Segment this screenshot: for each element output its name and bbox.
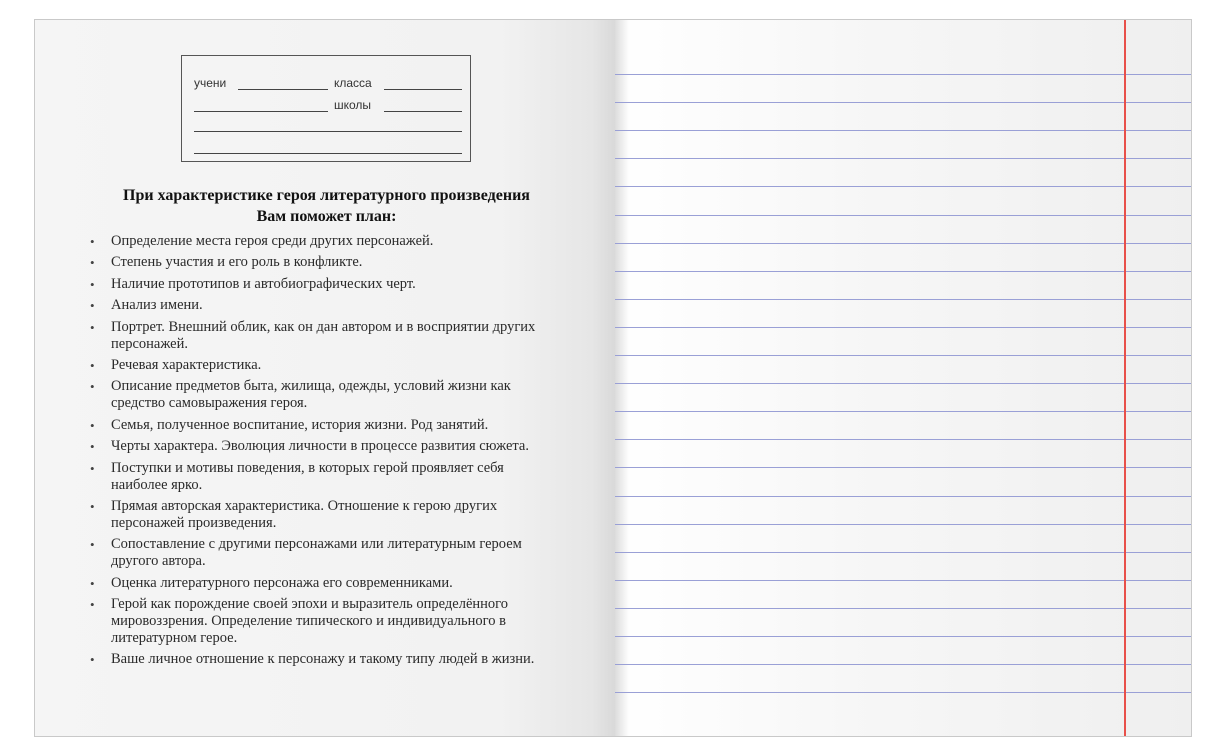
ruled-line: [615, 411, 1191, 412]
plan-heading-line1: При характеристике героя литературного произведения: [123, 187, 530, 204]
blank-row-2: [194, 140, 460, 156]
ruled-line: [615, 636, 1191, 637]
ruled-line: [615, 243, 1191, 244]
plan-item: • Сопоставление с другими персонажами или литературным героем другого автора.: [90, 536, 560, 570]
ruled-line: [615, 215, 1191, 216]
blank-row-1: [194, 118, 460, 134]
ruled-line: [615, 130, 1191, 131]
ruled-line: [615, 524, 1191, 525]
ruled-line: [615, 271, 1191, 272]
ruled-line: [615, 580, 1191, 581]
school-label: школы: [334, 98, 372, 112]
plan-item: • Поступки и мотивы поведения, в которых герой проявляет себя наиболее ярко.: [90, 460, 560, 494]
ruled-line: [615, 299, 1191, 300]
plan-item: • Анализ имени.: [90, 297, 560, 314]
ruled-line: [615, 158, 1191, 159]
student-label: учени: [194, 76, 227, 90]
plan-item: • Герой как порождение своей эпохи и выразитель определённого мировоззрения. Определение типического и индивидуального в литературном герое.: [90, 596, 560, 647]
ruled-line: [615, 186, 1191, 187]
school-row: [194, 98, 460, 114]
ruled-line: [615, 327, 1191, 328]
student-info-box: [181, 55, 471, 162]
class-label: класса: [334, 76, 372, 90]
blank-line-1[interactable]: [194, 131, 462, 132]
left-page: [35, 20, 615, 736]
plan-heading-line2: Вам поможет план:: [256, 208, 397, 225]
student-name-line[interactable]: [238, 89, 328, 90]
plan-heading: [65, 185, 588, 227]
plan-item: • Определение места героя среди других персонажей.: [90, 233, 560, 250]
ruled-line: [615, 608, 1191, 609]
ruled-line: [615, 102, 1191, 103]
ruled-line: [615, 664, 1191, 665]
ruled-line: [615, 692, 1191, 693]
plan-item: • Оценка литературного персонажа его современниками.: [90, 575, 560, 592]
plan-item: • Семья, полученное воспитание, история жизни. Род занятий.: [90, 417, 560, 434]
blank-line-2[interactable]: [194, 153, 462, 154]
plan-item: • Ваше личное отношение к персонажу и такому типу людей в жизни.: [90, 651, 560, 668]
ruled-line: [615, 496, 1191, 497]
right-page-lined[interactable]: [615, 20, 1191, 736]
plan-item: • Речевая характеристика.: [90, 357, 560, 374]
plan-item: • Степень участия и его роль в конфликте.: [90, 254, 560, 271]
plan-item: • Прямая авторская характеристика. Отношение к герою других персонажей произведения.: [90, 498, 560, 532]
plan-item: • Портрет. Внешний облик, как он дан автором и в восприятии других персонажей.: [90, 319, 560, 353]
notebook-spread: [34, 19, 1192, 737]
plan-list: [90, 233, 560, 673]
ruled-line: [615, 383, 1191, 384]
margin-line: [1124, 20, 1126, 736]
plan-item: • Черты характера. Эволюция личности в процессе развития сюжета.: [90, 438, 560, 455]
ruled-line: [615, 74, 1191, 75]
plan-item: • Наличие прототипов и автобиографических черт.: [90, 276, 560, 293]
student-class-row: [194, 76, 460, 92]
ruled-line: [615, 552, 1191, 553]
ruled-line: [615, 355, 1191, 356]
ruled-line: [615, 467, 1191, 468]
class-line[interactable]: [384, 89, 462, 90]
plan-item: • Описание предметов быта, жилища, одежды, условий жизни как средство самовыражения героя.: [90, 378, 560, 412]
ruled-line: [615, 439, 1191, 440]
school-line[interactable]: [384, 111, 462, 112]
name-continuation-line[interactable]: [194, 111, 328, 112]
